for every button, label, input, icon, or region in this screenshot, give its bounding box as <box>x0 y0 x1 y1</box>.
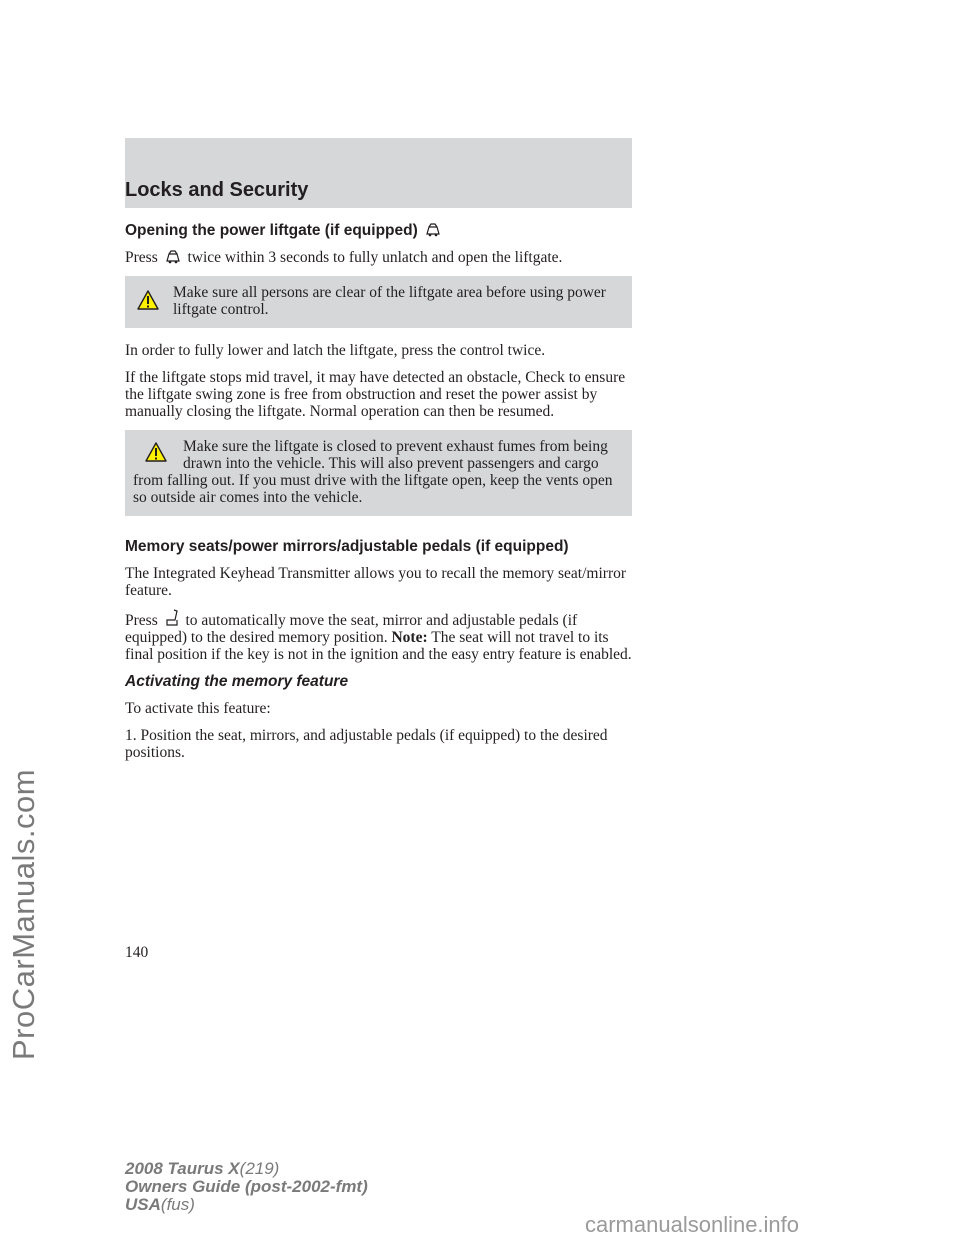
footer-line-2: Owners Guide (post-2002-fmt) <box>125 1177 368 1196</box>
memory-press-text <box>125 609 632 663</box>
watermark-left <box>6 200 56 1060</box>
liftgate-button-icon <box>165 250 181 264</box>
memory-para-2: To activate this feature: <box>125 700 271 717</box>
press-label: Press <box>125 249 158 266</box>
warning-1-text: Make sure all persons are clear of the liftgate area before using power liftgate control. <box>173 284 606 318</box>
memory-instruction: to automatically move the seat, mirror and adjustable pedals (if equipped) to the desired memory position. <box>125 612 578 646</box>
liftgate-heading <box>125 222 632 240</box>
footer-market-code: (fus) <box>160 1195 195 1214</box>
memory-step-1: 1. Position the seat, mirrors, and adjustable pedals (if equipped) to the desired positions. <box>125 727 608 761</box>
watermark-bottom: carmanualsonline.info <box>585 1212 800 1237</box>
memory-para-1: The Integrated Keyhead Transmitter allows you to recall the memory seat/mirror feature. <box>125 565 627 599</box>
page-number: 140 <box>125 944 149 961</box>
footer-market: USA <box>125 1195 161 1214</box>
memory-seat-icon <box>165 609 179 627</box>
page-content <box>125 222 632 771</box>
liftgate-press-text <box>125 249 632 266</box>
note-text: The seat will not travel to its final position if the key is not in the ignition and the easy entry feature is enabled. <box>125 629 632 663</box>
warning-box-2 <box>125 430 632 516</box>
watermark-left-text: ProCarManuals.com <box>6 768 41 1060</box>
footer-model: 2008 Taurus X <box>125 1159 240 1178</box>
liftgate-heading-text: Opening the power liftgate (if equipped) <box>125 222 418 239</box>
memory-subheading: Activating the memory feature <box>125 673 349 690</box>
warning-triangle-icon <box>137 290 159 310</box>
section-header <box>125 138 632 208</box>
warning-2-text: Make sure the liftgate is closed to prevent exhaust fumes from being drawn into the vehicle. This will also prevent passengers and cargo from falling out. If you must drive with the liftgate open, keep the vents open so outside air comes into the vehicle. <box>133 438 613 506</box>
press-label-2: Press <box>125 612 158 629</box>
note-label: Note: <box>391 629 428 646</box>
footer-line-3 <box>125 1196 368 1214</box>
liftgate-icon <box>425 223 441 237</box>
press-instruction: twice within 3 seconds to fully unlatch and open the liftgate. <box>187 249 563 266</box>
section-title: Locks and Security <box>125 179 309 201</box>
footer-line-1 <box>125 1160 368 1178</box>
liftgate-para-2: If the liftgate stops mid travel, it may have detected an obstacle, Check to ensure the liftgate swing zone is free from obstruction and reset the power assist by manually closing the liftgate. Normal operation can then be resumed. <box>125 369 626 420</box>
footer-model-code: (219) <box>239 1159 280 1178</box>
footer <box>125 1160 368 1214</box>
warning-box-1 <box>125 276 632 328</box>
memory-heading: Memory seats/power mirrors/adjustable pedals (if equipped) <box>125 538 569 555</box>
warning-triangle-icon <box>145 442 167 462</box>
liftgate-para-1: In order to fully lower and latch the liftgate, press the control twice. <box>125 342 546 359</box>
